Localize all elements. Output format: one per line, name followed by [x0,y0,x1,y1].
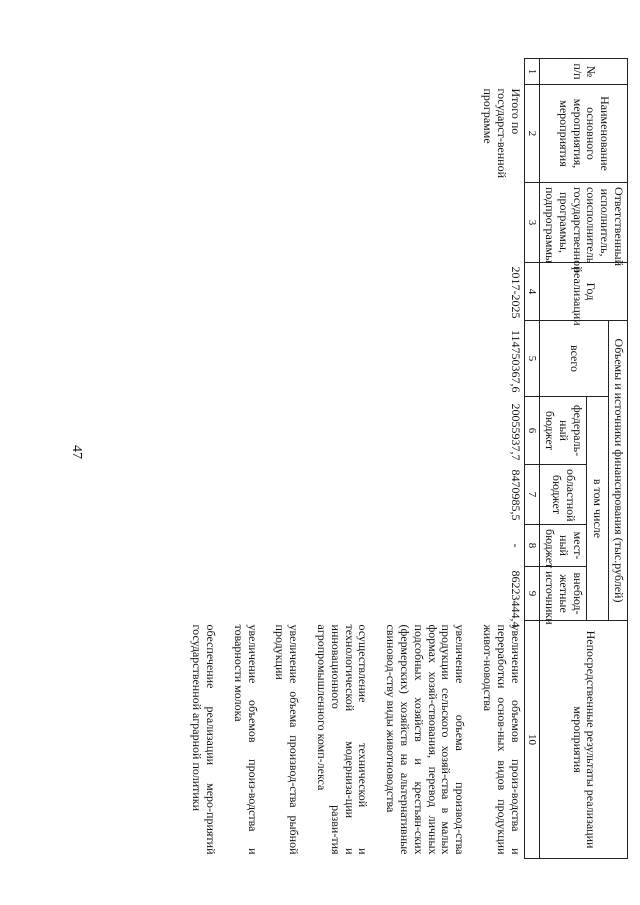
col-number-1: 1 [524,59,540,85]
col-number-7: 7 [524,465,540,525]
col-number-8: 8 [524,525,540,567]
header-funding: Объемы и источники финансирования (тыс.рублей) [609,321,628,621]
header-regional: областной бюджет [540,465,586,525]
header-year: Год реализации [540,263,628,321]
result-item: увеличение объемов произ-водства и товарности молока [231,624,260,855]
result-item: увеличение объемов произ-водства и переработки основ-ных видов продукции живот-новодства [480,624,523,855]
header-number: № п/п [540,59,628,85]
row-results [173,621,524,859]
header-name: Наименование основного мероприятия, мероприятия [540,85,628,183]
result-item: увеличение объема производ-ства рыбной продукции [273,624,302,855]
header-local: мест-ный бюджет [540,525,586,567]
col-number-2: 2 [524,85,540,183]
col-number-10: 10 [524,621,540,859]
col-number-9: 9 [524,567,540,621]
result-item: обеспечение реализации меро-приятий государственной аграрной политики [190,624,219,855]
row-year: 2017-2025 [508,266,523,319]
col-number-6: 6 [524,397,540,465]
header-including: в том числе [586,397,609,621]
header-executor: Ответственный исполнитель, соисполнитель государственной программы, подпрограммы [540,183,628,263]
header-total: всего [540,321,609,397]
col-number-3: 3 [524,183,540,263]
col-number-5: 5 [524,321,540,397]
page-number: 47 [69,445,84,459]
row-extra: 86223444,4 [508,570,523,628]
row-federal: 20055937,7 [508,403,523,461]
header-extra: внебюд-жетные источники [540,567,586,621]
row-local: - [508,543,523,548]
rotated-page [28,58,628,858]
funding-table [173,58,628,859]
result-item: увеличение объема производ-ства продукции сельского хозяй-ства в малых формах хозяй-ствования, перевод личных подсобных хозяйств и крестьян-ских (фермерских) хозяйств на альтернативные свиновод-ству виды животноводства [384,624,468,855]
row-regional: 8470985,5 [508,469,523,521]
header-federal: федераль-ный бюджет [540,397,586,465]
result-item: осуществление технической и технологической модерниза-ции и инновационного разви-тия агропромышленного комп-лекса [315,624,371,855]
row-name: Итого по государст-венной программе [480,88,523,179]
table-row [173,59,524,859]
row-total: 114750367,6 [508,329,523,393]
col-number-4: 4 [524,263,540,321]
header-results: Непосредственные результаты реализации мероприятия [540,621,628,859]
